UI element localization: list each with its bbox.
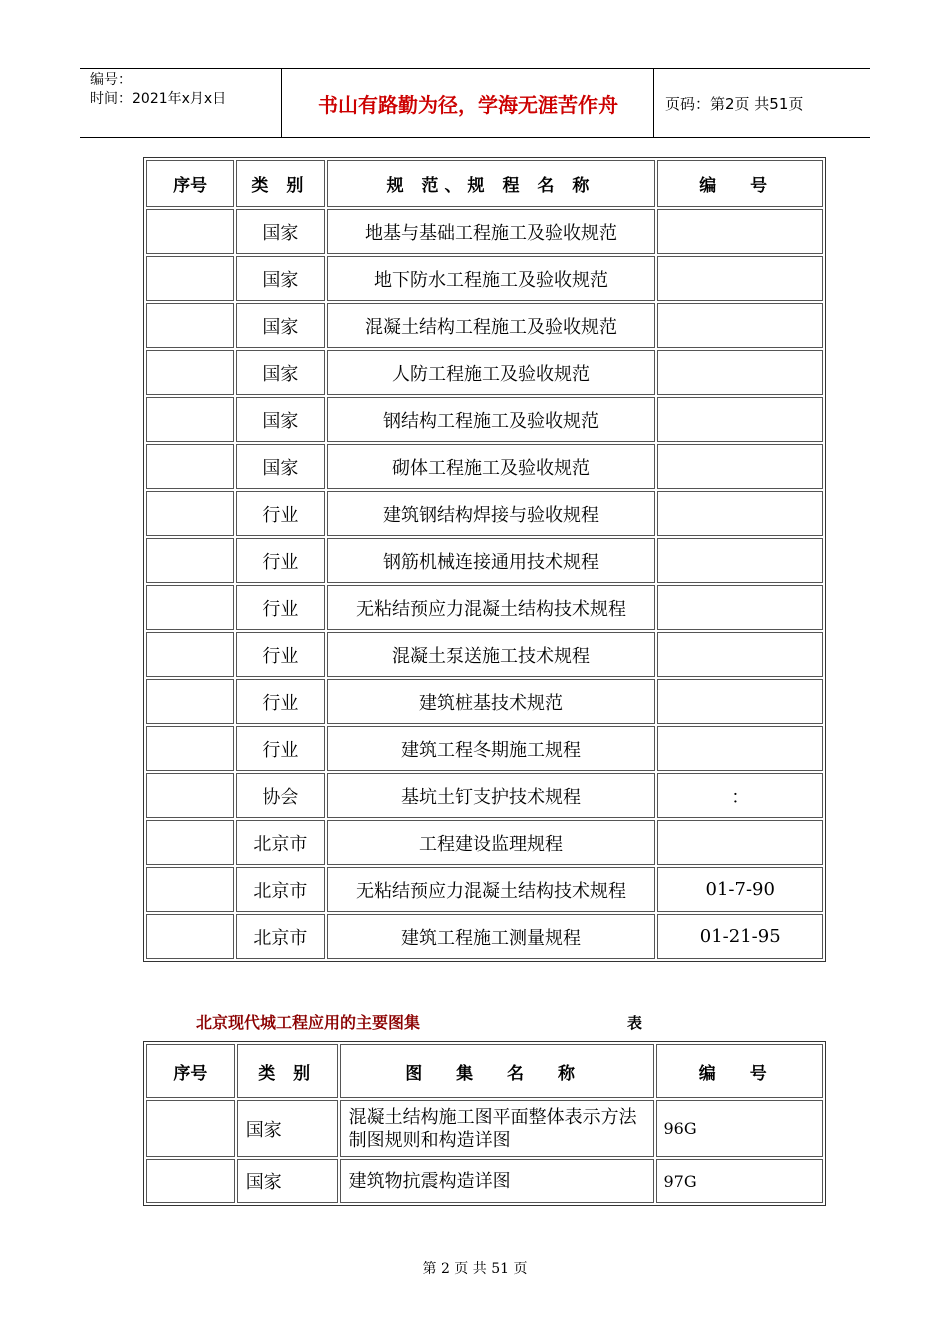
table-header-row — [146, 1044, 823, 1098]
table-row — [146, 538, 823, 583]
header-category: 类 别 — [237, 1044, 338, 1098]
table-row — [146, 679, 823, 724]
row-name: 建筑工程冬期施工规程 — [327, 726, 656, 771]
row-category: 国家 — [236, 209, 324, 254]
row-category: 行业 — [236, 726, 324, 771]
row-category: 国家 — [236, 350, 324, 395]
table-row — [146, 820, 823, 865]
table-row — [146, 303, 823, 348]
row-code — [657, 444, 823, 489]
row-category: 行业 — [236, 538, 324, 583]
row-name: 无粘结预应力混凝土结构技术规程 — [327, 867, 656, 912]
row-code: ： — [657, 773, 823, 818]
row-name: 建筑物抗震构造详图 — [340, 1159, 655, 1203]
row-name: 无粘结预应力混凝土结构技术规程 — [327, 585, 656, 630]
row-index — [146, 303, 234, 348]
row-category: 协会 — [236, 773, 324, 818]
row-category: 行业 — [236, 585, 324, 630]
row-code: 97G — [656, 1159, 823, 1203]
header-name: 规 范、规 程 名 称 — [327, 160, 656, 207]
row-index — [146, 726, 234, 771]
header-meta — [80, 69, 282, 137]
row-category: 国家 — [236, 397, 324, 442]
row-category: 行业 — [236, 632, 324, 677]
row-code — [657, 491, 823, 536]
header-name: 图 集 名 称 — [340, 1044, 655, 1098]
row-code — [657, 350, 823, 395]
atlas-table-title: 北京现代城工程应用的主要图集 — [196, 1013, 421, 1032]
header-index: 序号 — [146, 1044, 235, 1098]
row-name: 地基与基础工程施工及验收规范 — [327, 209, 656, 254]
row-code — [657, 303, 823, 348]
row-index — [146, 820, 234, 865]
row-code: 96G — [656, 1100, 823, 1157]
page-footer: 第 2 页 共 51 页 — [422, 1261, 528, 1277]
row-code — [657, 397, 823, 442]
row-index — [146, 209, 234, 254]
row-code — [657, 209, 823, 254]
header-code: 编 号 — [657, 160, 823, 207]
row-category: 北京市 — [236, 867, 324, 912]
row-name: 地下防水工程施工及验收规范 — [327, 256, 656, 301]
table-row — [146, 1159, 823, 1203]
row-code — [657, 726, 823, 771]
row-index — [146, 256, 234, 301]
header-motto: 书山有路勤为径，学海无涯苦作舟 — [283, 69, 654, 137]
number-label: 编号： — [90, 72, 132, 88]
row-name: 砌体工程施工及验收规范 — [327, 444, 656, 489]
row-name: 建筑桩基技术规范 — [327, 679, 656, 724]
row-name: 人防工程施工及验收规范 — [327, 350, 656, 395]
row-index — [146, 679, 234, 724]
row-category: 行业 — [236, 491, 324, 536]
table-row — [146, 397, 823, 442]
row-category: 国家 — [236, 444, 324, 489]
table-row — [146, 491, 823, 536]
row-index — [146, 585, 234, 630]
page-header — [80, 68, 870, 138]
row-category: 行业 — [236, 679, 324, 724]
row-category: 国家 — [237, 1100, 338, 1157]
table-row — [146, 256, 823, 301]
row-index — [146, 350, 234, 395]
header-code: 编 号 — [656, 1044, 823, 1098]
row-category: 国家 — [236, 303, 324, 348]
row-index — [146, 914, 234, 959]
header-category: 类 别 — [236, 160, 324, 207]
table-row — [146, 350, 823, 395]
row-name: 混凝土结构施工图平面整体表示方法制图规则和构造详图 — [340, 1100, 655, 1157]
row-name: 建筑工程施工测量规程 — [327, 914, 656, 959]
row-name: 钢筋机械连接通用技术规程 — [327, 538, 656, 583]
time-label: 时间：2021年x月x日 — [90, 91, 227, 107]
row-category: 北京市 — [236, 914, 324, 959]
row-code — [657, 538, 823, 583]
row-code — [657, 256, 823, 301]
table-row — [146, 585, 823, 630]
row-index — [146, 444, 234, 489]
row-index — [146, 491, 234, 536]
row-code — [657, 632, 823, 677]
row-category: 国家 — [236, 256, 324, 301]
row-code — [657, 820, 823, 865]
row-index — [146, 538, 234, 583]
header-page-info: 页码：第2页 共51页 — [665, 94, 804, 113]
standards-table — [143, 157, 826, 962]
row-index — [146, 632, 234, 677]
row-code: 01-7-90 — [657, 867, 823, 912]
row-name: 钢结构工程施工及验收规范 — [327, 397, 656, 442]
table-row — [146, 632, 823, 677]
row-code — [657, 679, 823, 724]
row-name: 工程建设监理规程 — [327, 820, 656, 865]
row-code — [657, 585, 823, 630]
table-row — [146, 773, 823, 818]
row-name: 基坑土钉支护技术规程 — [327, 773, 656, 818]
header-index: 序号 — [146, 160, 234, 207]
row-index — [146, 773, 234, 818]
table-row — [146, 1100, 823, 1157]
atlas-table-suffix: 表 — [627, 1014, 643, 1032]
row-category: 国家 — [237, 1159, 338, 1203]
table-header-row — [146, 160, 823, 207]
table-row — [146, 726, 823, 771]
table-row — [146, 867, 823, 912]
row-category: 北京市 — [236, 820, 324, 865]
row-code: 01-21-95 — [657, 914, 823, 959]
row-name: 混凝土泵送施工技术规程 — [327, 632, 656, 677]
row-name: 混凝土结构工程施工及验收规范 — [327, 303, 656, 348]
table-row — [146, 209, 823, 254]
table-row — [146, 444, 823, 489]
atlas-table — [143, 1041, 826, 1206]
row-index — [146, 867, 234, 912]
table-row — [146, 914, 823, 959]
row-name: 建筑钢结构焊接与验收规程 — [327, 491, 656, 536]
row-index — [146, 1100, 235, 1157]
row-index — [146, 397, 234, 442]
row-index — [146, 1159, 235, 1203]
